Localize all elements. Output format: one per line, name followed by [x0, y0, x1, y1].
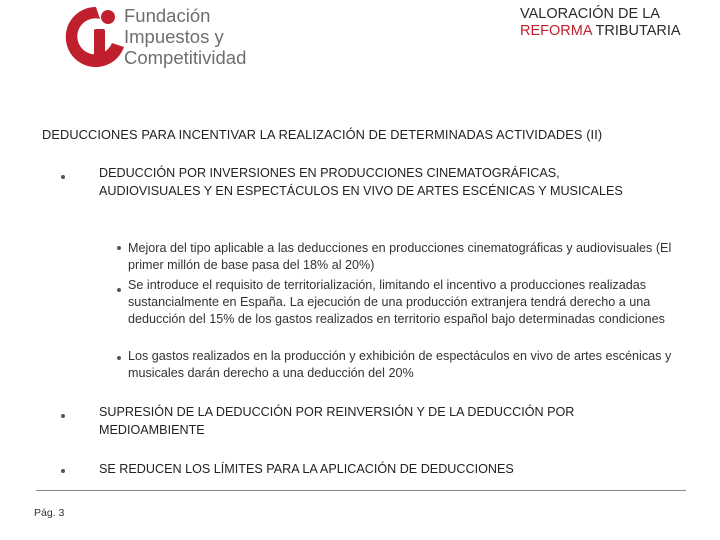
bullet-icon	[117, 246, 121, 250]
page-number: Pág. 3	[34, 507, 65, 519]
sub-list-item: Mejora del tipo aplicable a las deducciones en producciones cinematográficas y audiovisuales (El primer millón de base pasa del 18% al 20%)	[128, 241, 672, 272]
logo	[62, 3, 252, 73]
sub-list-item: Se introduce el requisito de territorialización, limitando el incentivo a producciones realizadas sustancialmente en España. La ejecución de una producción extranjera tendrá derecho a una deducción del 15% de los gastos realizados en territorio español bajo determinadas condiciones	[128, 278, 665, 326]
bullet-icon	[117, 288, 121, 292]
bullet-icon	[117, 356, 121, 360]
bullet-icon	[61, 469, 65, 473]
list-item-title: DEDUCCIÓN POR INVERSIONES EN PRODUCCIONES CINEMATOGRÁFICAS, AUDIOVISUALES Y EN ESPECTÁCULOS EN VIVO DE ARTES ESCÉNICAS Y MUSICALES	[99, 166, 623, 198]
list-item-title: SUPRESIÓN DE LA DEDUCCIÓN POR REINVERSIÓN Y DE LA DEDUCCIÓN POR MEDIOAMBIENTE	[99, 405, 575, 437]
document-title-part1: VALORACIÓN DE LA	[520, 6, 660, 22]
logo-line-1: Fundación	[124, 5, 211, 26]
bullet-icon	[61, 414, 65, 418]
document-title	[520, 6, 710, 39]
footer-divider	[36, 490, 686, 491]
document-title-accent: REFORMA	[520, 22, 592, 39]
document-title-part3: TRIBUTARIA	[595, 22, 681, 39]
logo-line-3: Competitividad	[124, 47, 247, 68]
list-item-title: SE REDUCEN LOS LÍMITES PARA LA APLICACIÓN DE DEDUCCIONES	[99, 462, 514, 476]
logo-wordmark	[124, 5, 246, 68]
bullet-icon	[61, 175, 65, 179]
section-heading: DEDUCCIONES PARA INCENTIVAR LA REALIZACIÓN DE DETERMINADAS ACTIVIDADES (II)	[42, 127, 603, 142]
sub-list-item: Los gastos realizados en la producción y exhibición de espectáculos en vivo de artes escénicas y musicales darán derecho a una deducción del 20%	[128, 349, 672, 380]
logo-line-2: Impuestos y	[124, 26, 224, 47]
fundacion-logo-icon	[62, 3, 130, 71]
